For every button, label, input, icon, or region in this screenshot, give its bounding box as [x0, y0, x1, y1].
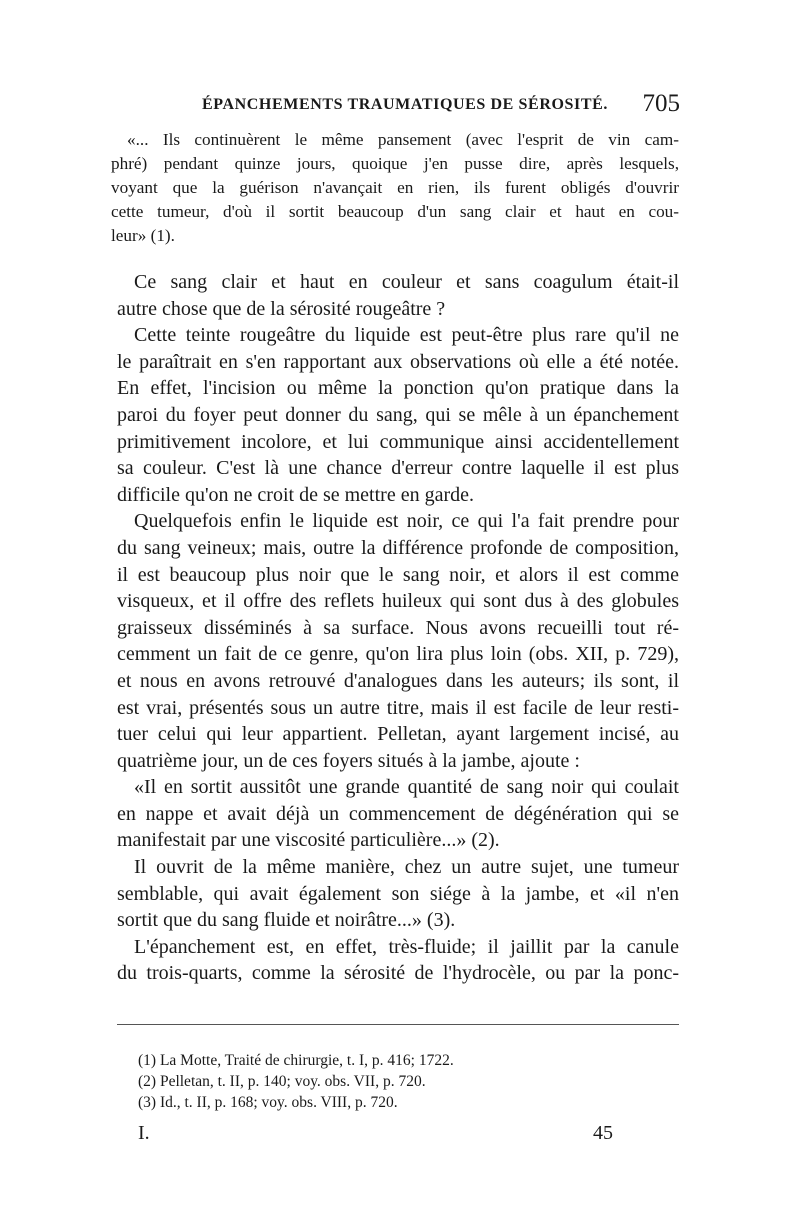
quote-line: cette tumeur, d'où il sortit beaucoup d'un sang clair et haut en cou-	[111, 202, 679, 221]
text-line: paroi du foyer peut donner du sang, qui se mêle à un épanchement	[117, 403, 679, 426]
text-line: il est beaucoup plus noir que le sang noir, et alors il est comme	[117, 563, 679, 586]
text-line: visqueux, et il offre des reflets huileux qui sont dus à des globules	[117, 590, 679, 613]
footnote: (3) Id., t. II, p. 168; voy. obs. VIII, p. 720.	[138, 1094, 398, 1111]
text-line: du trois-quarts, comme la sérosité de l'hydrocèle, ou par la ponc-	[117, 962, 679, 985]
text-line: difficile qu'on ne croit de se mettre en garde.	[117, 483, 474, 506]
running-header	[118, 90, 680, 122]
text-line: graisseux disséminés à sa surface. Nous avons recueilli tout ré-	[117, 616, 679, 639]
main-text	[117, 269, 679, 987]
text-line: Il ouvrit de la même manière, chez un autre sujet, une tumeur	[134, 856, 679, 879]
text-line: autre chose que de la sérosité rougeâtre ?	[117, 297, 446, 320]
quote-line: «... Ils continuèrent le même pansement (avec l'esprit de vin cam-	[127, 130, 679, 149]
text-line: Cette teinte rougeâtre du liquide est peut-être plus rare qu'il ne	[134, 324, 679, 347]
text-line: du sang veineux; mais, outre la différence profonde de composition,	[117, 536, 679, 559]
page-number: 705	[642, 90, 680, 117]
text-line: primitivement incolore, et lui communique ainsi accidentellement	[117, 430, 679, 453]
text-line: quatrième jour, un de ces foyers situés à la jambe, ajoute :	[117, 749, 580, 772]
text-line: le paraîtrait en s'en rapportant aux observations où elle a été notée.	[117, 350, 679, 373]
text-line: est vrai, présentés sous un autre titre, mais il est facile de leur resti-	[117, 696, 679, 719]
footnote-divider	[117, 1024, 679, 1025]
running-title: ÉPANCHEMENTS TRAUMATIQUES DE SÉROSITÉ.	[202, 96, 608, 113]
text-line: Ce sang clair et haut en couleur et sans coagulum était-il	[134, 271, 679, 293]
text-line: cemment un fait de ce genre, qu'on lira plus loin (obs. XII, p. 729),	[117, 643, 679, 666]
quote-line: leur» (1).	[111, 226, 175, 245]
text-line: tuer celui qui leur appartient. Pelletan, ayant largement incisé, au	[117, 723, 679, 746]
printer-signature	[138, 1122, 613, 1150]
text-line: en nappe et avait déjà un commencement de dégénération qui se	[117, 802, 679, 825]
footnotes	[138, 1050, 658, 1113]
sheet-signature: 45	[593, 1122, 613, 1144]
text-line: sortit que du sang fluide et noirâtre...» (3).	[117, 909, 456, 932]
quote-line: phré) pendant quinze jours, quoique j'en pusse dire, après lesquels,	[111, 154, 679, 173]
text-line: sa couleur. C'est là une chance d'erreur contre laquelle il est plus	[117, 457, 679, 480]
text-line: Quelquefois enfin le liquide est noir, ce qui l'a fait prendre pour	[134, 510, 679, 533]
text-line: semblable, qui avait également son siége à la jambe, et «il n'en	[117, 882, 679, 905]
opening-quotation	[111, 128, 679, 248]
text-line: manifestait par une viscosité particulière...» (2).	[117, 829, 500, 852]
footnote: (2) Pelletan, t. II, p. 140; voy. obs. VII, p. 720.	[138, 1073, 426, 1090]
text-line: L'épanchement est, en effet, très-fluide; il jaillit par la canule	[134, 935, 679, 958]
quote-line: voyant que la guérison n'avançait en rien, ils furent obligés d'ouvrir	[111, 178, 679, 197]
text-line: En effet, l'incision ou même la ponction qu'on pratique dans la	[117, 377, 679, 400]
volume-signature: I.	[138, 1122, 150, 1144]
text-line: «Il en sortit aussitôt une grande quantité de sang noir qui coulait	[134, 776, 679, 799]
footnote: (1) La Motte, Traité de chirurgie, t. I, p. 416; 1722.	[138, 1052, 454, 1069]
text-line: et nous en avons retrouvé d'analogues dans les auteurs; ils sont, il	[117, 669, 679, 692]
